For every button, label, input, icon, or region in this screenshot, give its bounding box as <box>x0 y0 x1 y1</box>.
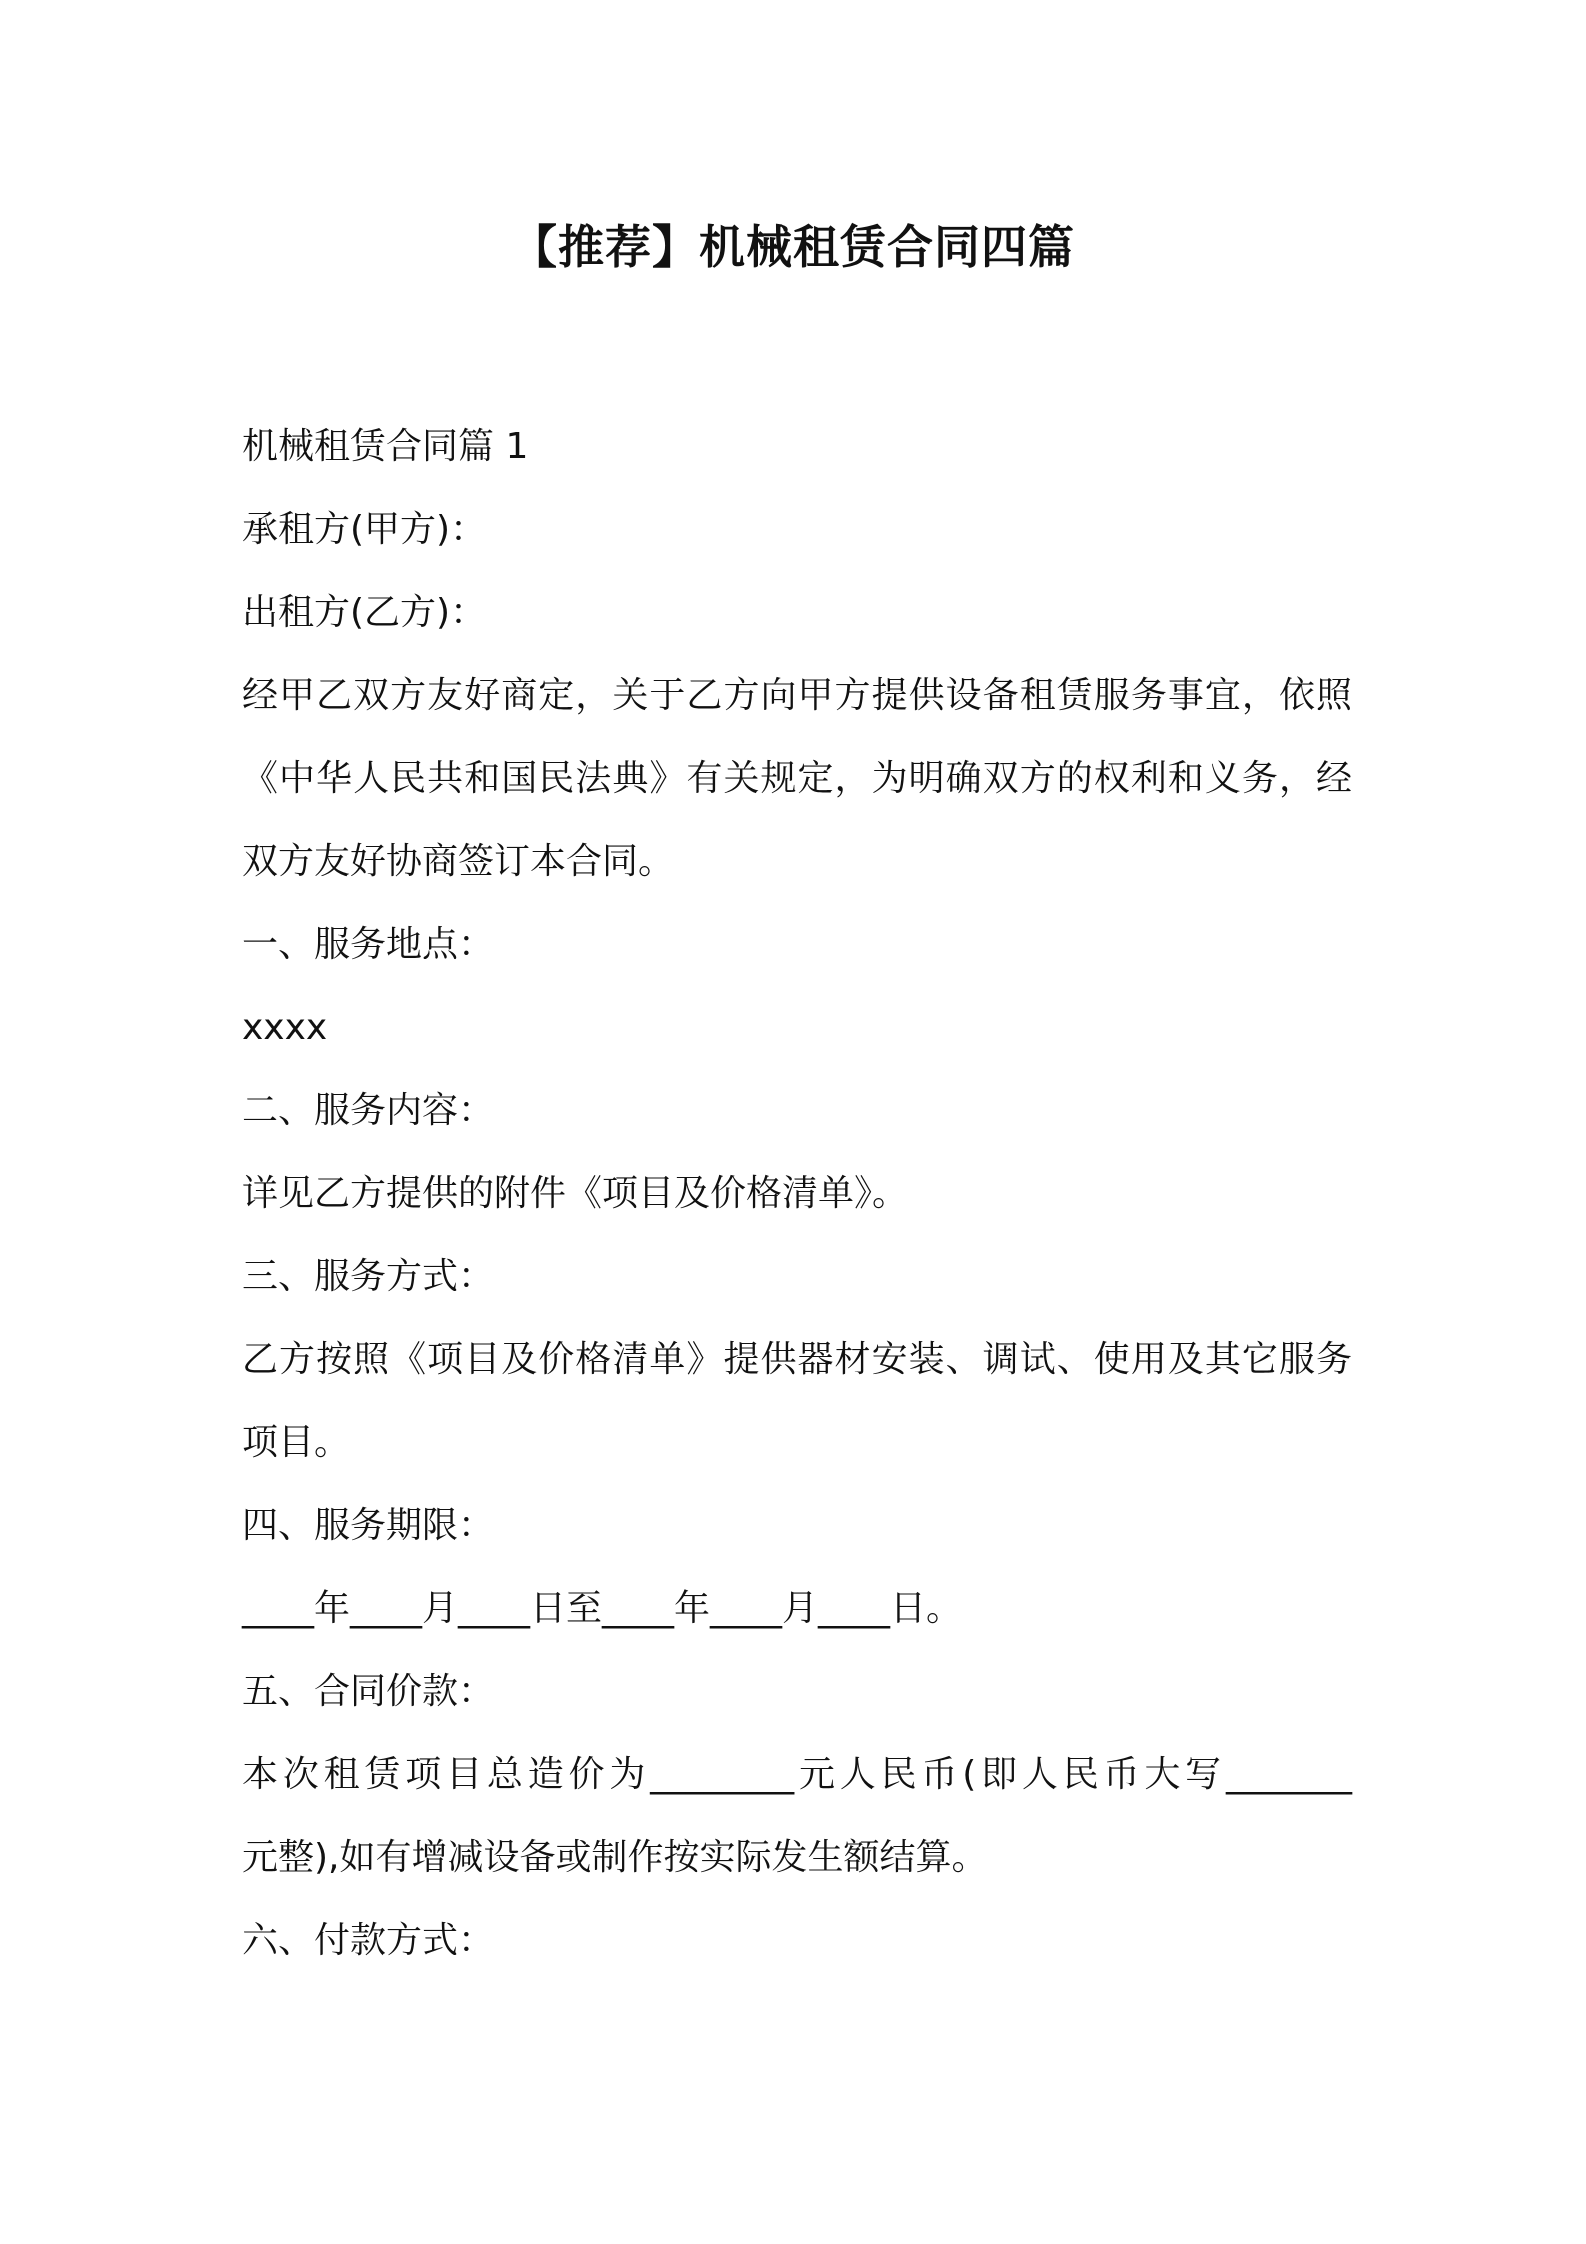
document-line: 本次租赁项目总造价为________元人民币(即人民币大写_______ <box>242 1754 1352 1795</box>
document-line: 元整),如有增减设备或制作按实际发生额结算。 <box>242 1837 988 1878</box>
document-line: 二、服务内容： <box>242 1090 495 1131</box>
document-line: 机械租赁合同篇 1 <box>242 426 529 467</box>
document-line: xxxx <box>242 1007 328 1048</box>
document-line: 详见乙方提供的附件《项目及价格清单》。 <box>242 1173 909 1214</box>
document-line: 四、服务期限： <box>242 1505 495 1546</box>
document-line: 项目。 <box>242 1422 351 1463</box>
document-line: ____年____月____日至____年____月____日。 <box>242 1588 962 1629</box>
document-line: 乙方按照《项目及价格清单》提供器材安装、调试、使用及其它服务 <box>242 1339 1352 1380</box>
document-line: 五、合同价款： <box>242 1671 495 1712</box>
document-line: 经甲乙双方友好商定，关于乙方向甲方提供设备租赁服务事宜，依照 <box>242 675 1352 716</box>
document-line: 出租方(乙方)： <box>242 592 487 633</box>
document-line: 一、服务地点： <box>242 924 495 965</box>
document-line: 双方友好协商签订本合同。 <box>242 841 675 882</box>
document-title: 【推荐】机械租赁合同四篇 <box>511 220 1075 274</box>
document-line: 三、服务方式： <box>242 1256 495 1297</box>
document-line: 六、付款方式： <box>242 1920 495 1961</box>
document-line: 承租方(甲方)： <box>242 509 487 550</box>
document-body <box>242 405 1352 1982</box>
document-line: 《中华人民共和国民法典》有关规定，为明确双方的权利和义务，经 <box>242 758 1352 799</box>
